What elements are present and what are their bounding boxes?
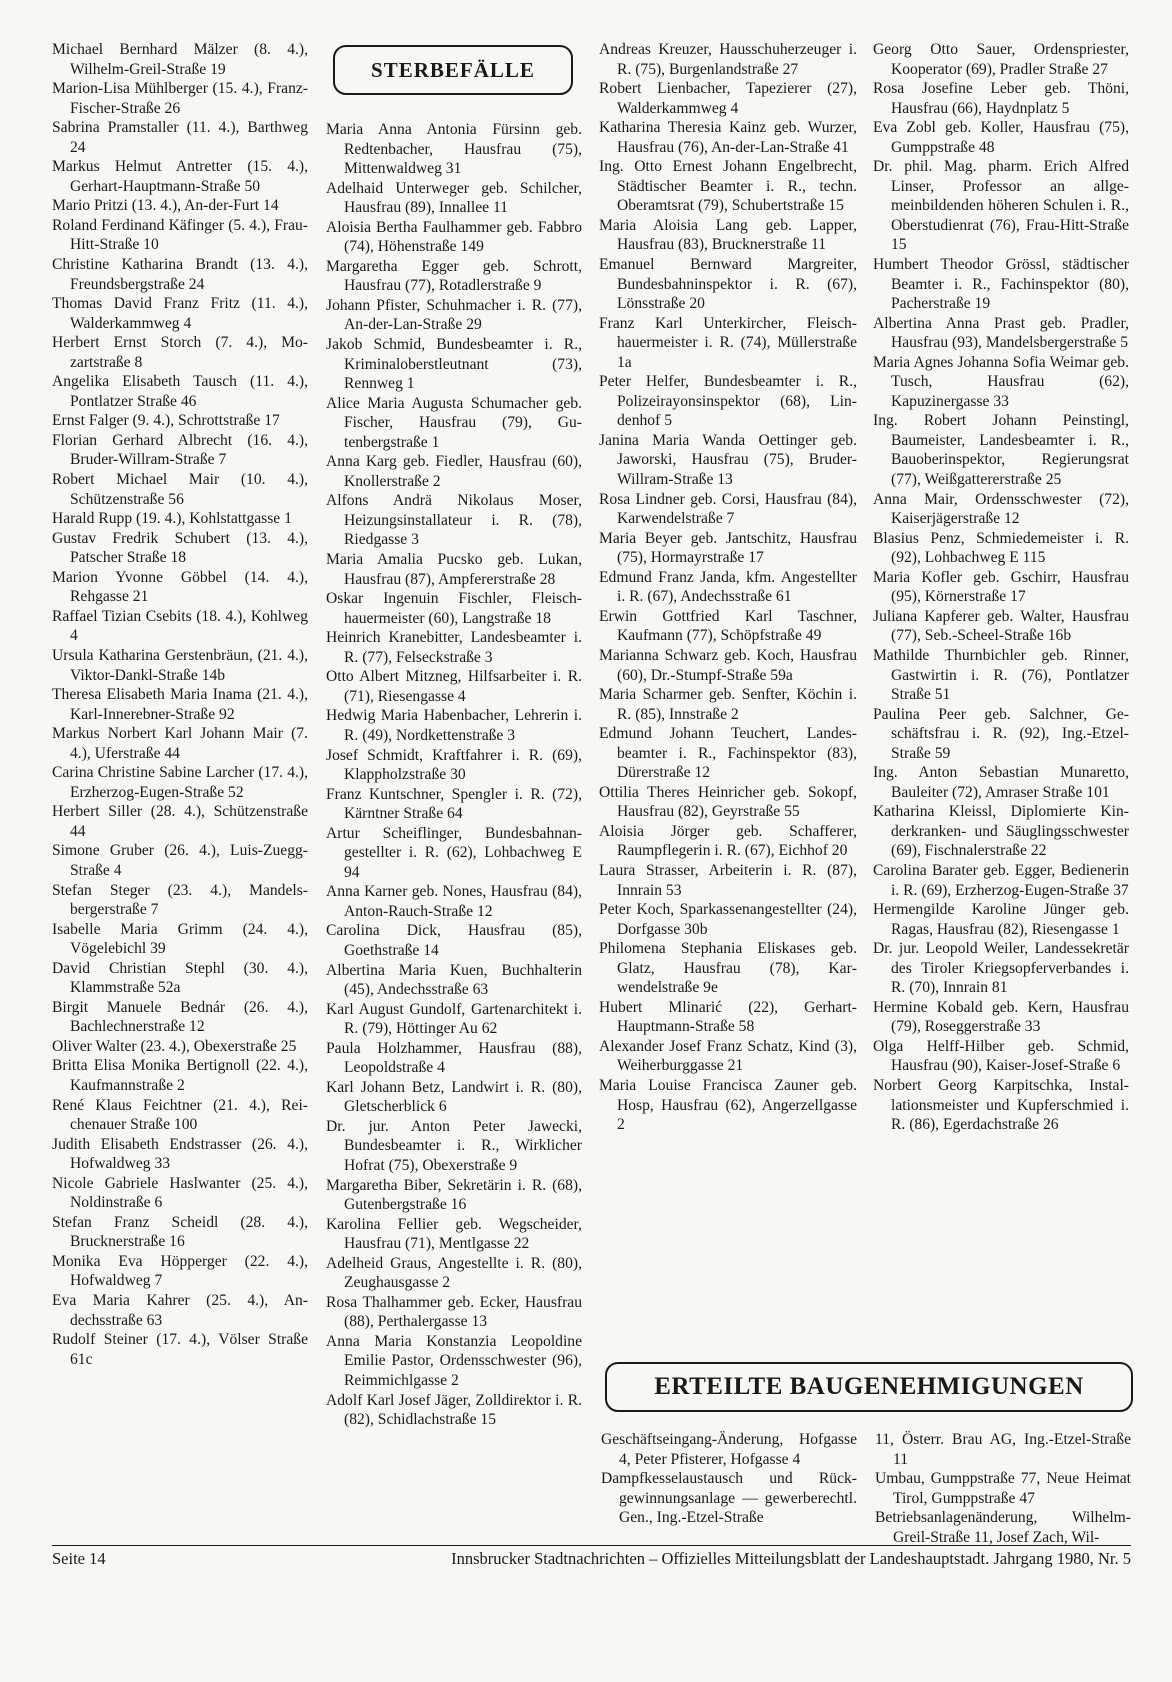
list-item: Nicole Gabriele Haslwanter (25. 4.), Noldinstraße 6 [52, 1174, 308, 1212]
list-item: Birgit Manuele Bednár (26. 4.), Bachlechnerstraße 12 [52, 998, 308, 1036]
list-item: Andreas Kreuzer, Hausschuherzeuger i. R. (75), Burgenlandstraße 27 [599, 41, 857, 78]
list-item: Josef Schmidt, Kraftfahrer i. R. (69), Klappholzstraße 30 [326, 746, 582, 784]
list-item: Franz Karl Unterkircher, Fleischhauermeister i. R. (74), Müllerstraße 1a [599, 314, 857, 371]
list-item: Philomena Stephania Eliskases geb. Glatz, Hausfrau (78), Karwendelstraße 9e [599, 940, 857, 997]
list-item: Rosa Lindner geb. Corsi, Hausfrau (84), Karwendelstraße 7 [599, 490, 857, 528]
list-item: Stefan Steger (23. 4.), Mandelsbergerstraße 7 [52, 881, 308, 919]
list-item: Margaretha Egger geb. Schrott, Hausfrau (77), Rotadlerstraße 9 [326, 257, 582, 295]
list-item: Marion-Lisa Mühlberger (15. 4.), Franz-Fischer-Straße 26 [52, 80, 308, 117]
list-item: Blasius Penz, Schmiedemeister i. R. (92), Lohbachweg E 115 [873, 529, 1129, 567]
list-item: Dampfkesselaustausch und Rückgewinnungsanlage — gewerberechtl. Gen., Ing.-Etzel-Straße [601, 1470, 857, 1527]
list-item: Angelika Elisabeth Tausch (11. 4.), Pontlatzer Straße 46 [52, 373, 308, 410]
list-item: Dr. phil. Mag. pharm. Erich Alfred Linser, Professor an allgemeinbildenden höheren Schulen i. R., Oberstudienrat (76), Frau-Hitt-Straße 15 [873, 158, 1129, 254]
list-item: Hedwig Maria Habenbacher, Lehrerin i. R. (49), Nordkettenstraße 3 [326, 707, 582, 744]
list-item: Raffael Tizian Csebits (18. 4.), Kohlweg 4 [52, 607, 308, 645]
list-item: Norbert Georg Karpitschka, Installationsmeister und Kupferschmied i. R. (86), Egerdachstraße 26 [873, 1076, 1129, 1134]
list-item: Hubert Mlinarić (22), Gerhart-Hauptmann-Straße 58 [599, 998, 857, 1036]
list-item: Britta Elisa Monika Bertignoll (22. 4.), Kaufmannstraße 2 [52, 1057, 308, 1094]
list-item: Rosa Josefine Leber geb. Thöni, Hausfrau (66), Haydnplatz 5 [873, 80, 1129, 117]
list-item: Christine Katharina Brandt (13. 4.), Freundsbergstraße 24 [52, 256, 308, 293]
list-item: Georg Otto Sauer, Ordenspriester, Kooperator (69), Pradler Straße 27 [873, 41, 1129, 78]
list-item: Betriebsanlagenänderung, Wilhelm-Greil-Straße 11, Josef Zach, Wil- [875, 1509, 1131, 1546]
list-item: Simone Gruber (26. 4.), Luis-Zuegg-Straße 4 [52, 842, 308, 879]
list-item: 11, Österr. Brau AG, Ing.-Etzel-Straße 11 [875, 1431, 1131, 1468]
list-item: Anna Maria Konstanzia Leopoldine Emilie Pastor, Ordensschwester (96), Reimmichlgasse 2 [326, 1332, 582, 1389]
list-item: Anna Karner geb. Nones, Hausfrau (84), Anton-Rauch-Straße 12 [326, 883, 582, 920]
list-item: Laura Strasser, Arbeiterin i. R. (87), Innrain 53 [599, 861, 857, 899]
list-item: Margaretha Biber, Sekretärin i. R. (68), Gutenbergstraße 16 [326, 1176, 582, 1214]
list-item: Eva Zobl geb. Koller, Hausfrau (75), Gumppstraße 48 [873, 119, 1129, 156]
list-item: Carina Christine Sabine Larcher (17. 4.), Erzherzog-Eugen-Straße 52 [52, 764, 308, 801]
list-item: Otto Albert Mitzneg, Hilfsarbeiter i. R. (71), Riesengasse 4 [326, 668, 582, 705]
list-item: Paula Holzhammer, Hausfrau (88), Leopoldstraße 4 [326, 1039, 582, 1077]
list-item: Humbert Theodor Grössl, städtischer Beamter i. R., Fachinspektor (80), Pacherstraße 19 [873, 256, 1129, 313]
list-item: Gustav Fredrik Schubert (13. 4.), Patscher Straße 18 [52, 529, 308, 567]
list-item: Mathilde Thurnbichler geb. Rinner, Gastwirtin i. R. (76), Pontlatzer Straße 51 [873, 646, 1129, 704]
list-item: Hermine Kobald geb. Kern, Hausfrau (79), Roseggerstraße 33 [873, 998, 1129, 1036]
building-permits-heading-text: ERTEILTE BAUGENEHMIGUNGEN [654, 1373, 1084, 1400]
list-item: Oskar Ingenuin Fischler, Fleischhauermeister (60), Langstraße 18 [326, 590, 582, 627]
list-item: Rudolf Steiner (17. 4.), Völser Straße 61c [52, 1331, 308, 1368]
births-column [52, 40, 308, 1369]
list-item: Karolina Fellier geb. Wegscheider, Hausfrau (71), Mentlgasse 22 [326, 1215, 582, 1253]
list-item: Albertina Maria Kuen, Buchhalterin (45), Andechsstraße 63 [326, 961, 582, 999]
deaths-heading [333, 45, 573, 95]
publication-line: Innsbrucker Stadtnachrichten – Offizielles Mitteilungsblatt der Landeshauptstadt. Jahrgang 1980, Nr. 5 [451, 1549, 1131, 1568]
deaths-column-2 [599, 40, 857, 1135]
list-item: Carolina Barater geb. Egger, Bedienerin i. R. (69), Erzherzog-Eugen-Straße 37 [873, 861, 1129, 899]
list-item: Karl Johann Betz, Landwirt i. R. (80), Gletscherblick 6 [326, 1078, 582, 1116]
list-item: Juliana Kapferer geb. Walter, Hausfrau (77), Seb.-Scheel-Straße 16b [873, 607, 1129, 645]
page-footer [52, 1549, 1131, 1569]
list-item: Katharina Kleissl, Diplomierte Kinderkranken- und Säuglingsschwester (69), Fischnalerstraße 22 [873, 803, 1129, 860]
list-item: Geschäftseingang-Änderung, Hofgasse 4, Peter Pfisterer, Hofgasse 4 [601, 1431, 857, 1468]
list-item: Herbert Siller (28. 4.), Schützenstraße 44 [52, 803, 308, 840]
list-item: Franz Kuntschner, Spengler i. R. (72), Kärntner Straße 64 [326, 785, 582, 823]
list-item: Maria Louise Francisca Zauner geb. Hosp, Hausfrau (62), Angerzellgasse 2 [599, 1076, 857, 1134]
list-item: Theresa Elisabeth Maria Inama (21. 4.), Karl-Innerebner-Straße 92 [52, 686, 308, 723]
list-item: Alice Maria Augusta Schumacher geb. Fischer, Hausfrau (79), Gutenbergstraße 1 [326, 394, 582, 451]
list-item: Maria Aloisia Lang geb. Lapper, Hausfrau (83), Brucknerstraße 11 [599, 216, 857, 254]
list-item: Michael Bernhard Mälzer (8. 4.), Wilhelm-Greil-Straße 19 [52, 41, 308, 78]
list-item: Emanuel Bernward Margreiter, Bundesbahninspektor i. R. (67), Lönsstraße 20 [599, 256, 857, 313]
list-item: Ing. Otto Ernest Johann Engelbrecht, Städtischer Beamter i. R., techn. Oberamtsrat (79), Schubertstraße 15 [599, 158, 857, 215]
list-item: Heinrich Kranebitter, Landesbeamter i. R. (77), Felseckstraße 3 [326, 629, 582, 666]
list-item: Dr. jur. Leopold Weiler, Landessekretär des Tiroler Kriegsopferverbandes i. R. (70), Innrain 81 [873, 940, 1129, 997]
list-item: Anna Mair, Ordensschwester (72), Kaiserjägerstraße 12 [873, 490, 1129, 528]
list-item: Robert Lienbacher, Tapezierer (27), Walderkammweg 4 [599, 80, 857, 117]
list-item: Adelhaid Unterweger geb. Schilcher, Hausfrau (89), Innallee 11 [326, 179, 582, 217]
list-item: Stefan Franz Scheidl (28. 4.), Brucknerstraße 16 [52, 1213, 308, 1251]
list-item: Ing. Robert Johann Peinstingl, Baumeister, Landesbeamter i. R., Bauoberinspektor, Regierungsrat (77), Weißgattererstraße 25 [873, 412, 1129, 489]
list-item: Umbau, Gumppstraße 77, Neue Heimat Tirol, Gumppstraße 47 [875, 1470, 1131, 1507]
footer-rule [52, 1545, 1131, 1546]
list-item: Marianna Schwarz geb. Koch, Hausfrau (60), Dr.-Stumpf-Straße 59a [599, 646, 857, 684]
list-item: Herbert Ernst Storch (7. 4.), Mozartstraße 8 [52, 334, 308, 371]
list-item: Maria Agnes Johanna Sofia Weimar geb. Tusch, Hausfrau (62), Kapuzinergasse 33 [873, 353, 1129, 410]
list-item: Maria Anna Antonia Fürsinn geb. Redtenbacher, Hausfrau (75), Mittenwaldweg 31 [326, 121, 582, 178]
list-item: Aloisia Bertha Faulhammer geb. Fabbro (74), Höhenstraße 149 [326, 218, 582, 256]
list-item: Marion Yvonne Göbbel (14. 4.), Rehgasse 21 [52, 568, 308, 606]
list-item: Ottilia Theres Heinricher geb. Sokopf, Hausfrau (82), Geyrstraße 55 [599, 783, 857, 821]
list-item: Roland Ferdinand Käfinger (5. 4.), Frau-Hitt-Straße 10 [52, 216, 308, 254]
list-item: Albertina Anna Prast geb. Pradler, Hausfrau (93), Mandelsbergerstraße 5 [873, 314, 1129, 352]
list-item: René Klaus Feichtner (21. 4.), Reichenauer Straße 100 [52, 1096, 308, 1134]
list-item: Isabelle Maria Grimm (24. 4.), Vögelebichl 39 [52, 920, 308, 958]
list-item: Hermengilde Karoline Jünger geb. Ragas, Hausfrau (82), Riesengasse 1 [873, 901, 1129, 938]
list-item: Jakob Schmid, Bundesbeamter i. R., Kriminaloberstleutnant (73), Rennweg 1 [326, 336, 582, 393]
list-item: Oliver Walter (23. 4.), Obexerstraße 25 [52, 1037, 297, 1055]
list-item: Eva Maria Kahrer (25. 4.), Andechsstraße 63 [52, 1292, 308, 1329]
list-item: Artur Scheiflinger, Bundesbahnangestellter i. R. (62), Lohbachweg E 94 [326, 824, 582, 881]
list-item: Mario Pritzi (13. 4.), An-der-Furt 14 [52, 197, 279, 215]
list-item: Edmund Johann Teuchert, Landesbeamter i. R., Fachinspektor (83), Dürerstraße 12 [599, 725, 857, 782]
list-item: Alexander Josef Franz Schatz, Kind (3), Weiherburggasse 21 [599, 1037, 857, 1075]
list-item: Edmund Franz Janda, kfm. Angestellter i. R. (67), Andechsstraße 61 [599, 568, 857, 606]
list-item: Anna Karg geb. Fiedler, Hausfrau (60), Knollerstraße 2 [326, 453, 582, 490]
list-item: Maria Beyer geb. Jantschitz, Hausfrau (75), Hormayrstraße 17 [599, 529, 857, 567]
list-item: Katharina Theresia Kainz geb. Wurzer, Hausfrau (76), An-der-Lan-Straße 41 [599, 119, 857, 156]
list-item: Maria Scharmer geb. Senfter, Köchin i. R. (85), Innstraße 2 [599, 686, 857, 723]
list-item: Judith Elisabeth Endstrasser (26. 4.), Hofwaldweg 33 [52, 1135, 308, 1173]
list-item: Monika Eva Höpperger (22. 4.), Hofwaldweg 7 [52, 1252, 308, 1290]
list-item: Adolf Karl Josef Jäger, Zolldirektor i. R. (82), Schidlachstraße 15 [326, 1391, 582, 1429]
list-item: Sabrina Pramstaller (11. 4.), Barthweg 24 [52, 119, 308, 156]
list-item: Ing. Anton Sebastian Munaretto, Bauleiter (72), Amraser Straße 101 [873, 764, 1129, 801]
list-item: Peter Koch, Sparkassenangestellter (24), Dorfgasse 30b [599, 901, 857, 938]
list-item: Johann Pfister, Schuhmacher i. R. (77), An-der-Lan-Straße 29 [326, 296, 582, 334]
list-item: Maria Amalia Pucsko geb. Lukan, Hausfrau (87), Ampfererstraße 28 [326, 551, 582, 588]
building-permits-heading [605, 1362, 1133, 1412]
list-item: Maria Kofler geb. Gschirr, Hausfrau (95), Körnerstraße 17 [873, 568, 1129, 606]
list-item: Peter Helfer, Bundesbeamter i. R., Polizeirayonsinspektor (68), Lindenhof 5 [599, 373, 857, 430]
list-item: Thomas David Franz Fritz (11. 4.), Walderkammweg 4 [52, 295, 308, 332]
list-item: Karl August Gundolf, Gartenarchitekt i. R. (79), Höttinger Au 62 [326, 1000, 582, 1038]
list-item: Olga Helff-Hilber geb. Schmid, Hausfrau (90), Kaiser-Josef-Straße 6 [873, 1037, 1129, 1075]
deaths-column-1 [326, 120, 582, 1430]
list-item: David Christian Stephl (30. 4.), Klammstraße 52a [52, 959, 308, 997]
list-item: Carolina Dick, Hausfrau (85), Goethstraße 14 [326, 922, 582, 959]
list-item: Dr. jur. Anton Peter Jawecki, Bundesbeamter i. R., Wirklicher Hofrat (75), Obexerstraße 9 [326, 1117, 582, 1174]
list-item: Rosa Thalhammer geb. Ecker, Hausfrau (88), Perthalergasse 13 [326, 1293, 582, 1331]
list-item: Harald Rupp (19. 4.), Kohlstattgasse 1 [52, 510, 292, 528]
page-number: Seite 14 [52, 1549, 106, 1568]
list-item: Adelheid Graus, Angestellte i. R. (80), Zeughausgasse 2 [326, 1254, 582, 1292]
list-item: Florian Gerhard Albrecht (16. 4.), Bruder-Willram-Straße 7 [52, 431, 308, 469]
list-item: Robert Michael Mair (10. 4.), Schützenstraße 56 [52, 471, 308, 508]
list-item: Markus Norbert Karl Johann Mair (7. 4.), Uferstraße 44 [52, 725, 308, 762]
list-item: Ernst Falger (9. 4.), Schrottstraße 17 [52, 412, 280, 430]
list-item: Paulina Peer geb. Salchner, Geschäftsfrau i. R. (92), Ing.-Etzel-Straße 59 [873, 705, 1129, 762]
list-item: Ursula Katharina Gerstenbräun, (21. 4.), Viktor-Dankl-Straße 14b [52, 646, 308, 684]
permits-column-1 [601, 1430, 857, 1528]
deaths-column-3 [873, 40, 1129, 1135]
list-item: Erwin Gottfried Karl Taschner, Kaufmann (77), Schöpfstraße 49 [599, 607, 857, 645]
list-item: Janina Maria Wanda Oettinger geb. Jaworski, Hausfrau (75), Bruder-Willram-Straße 13 [599, 431, 857, 489]
list-item: Markus Helmut Antretter (15. 4.), Gerhart-Hauptmann-Straße 50 [52, 158, 308, 195]
list-item: Alfons Andrä Nikolaus Moser, Heizungsinstallateur i. R. (78), Riedgasse 3 [326, 492, 582, 549]
list-item: Aloisia Jörger geb. Schafferer, Raumpflegerin i. R. (67), Eichhof 20 [599, 822, 857, 860]
permits-column-2 [875, 1430, 1131, 1547]
deaths-heading-text: STERBEFÄLLE [371, 57, 535, 82]
